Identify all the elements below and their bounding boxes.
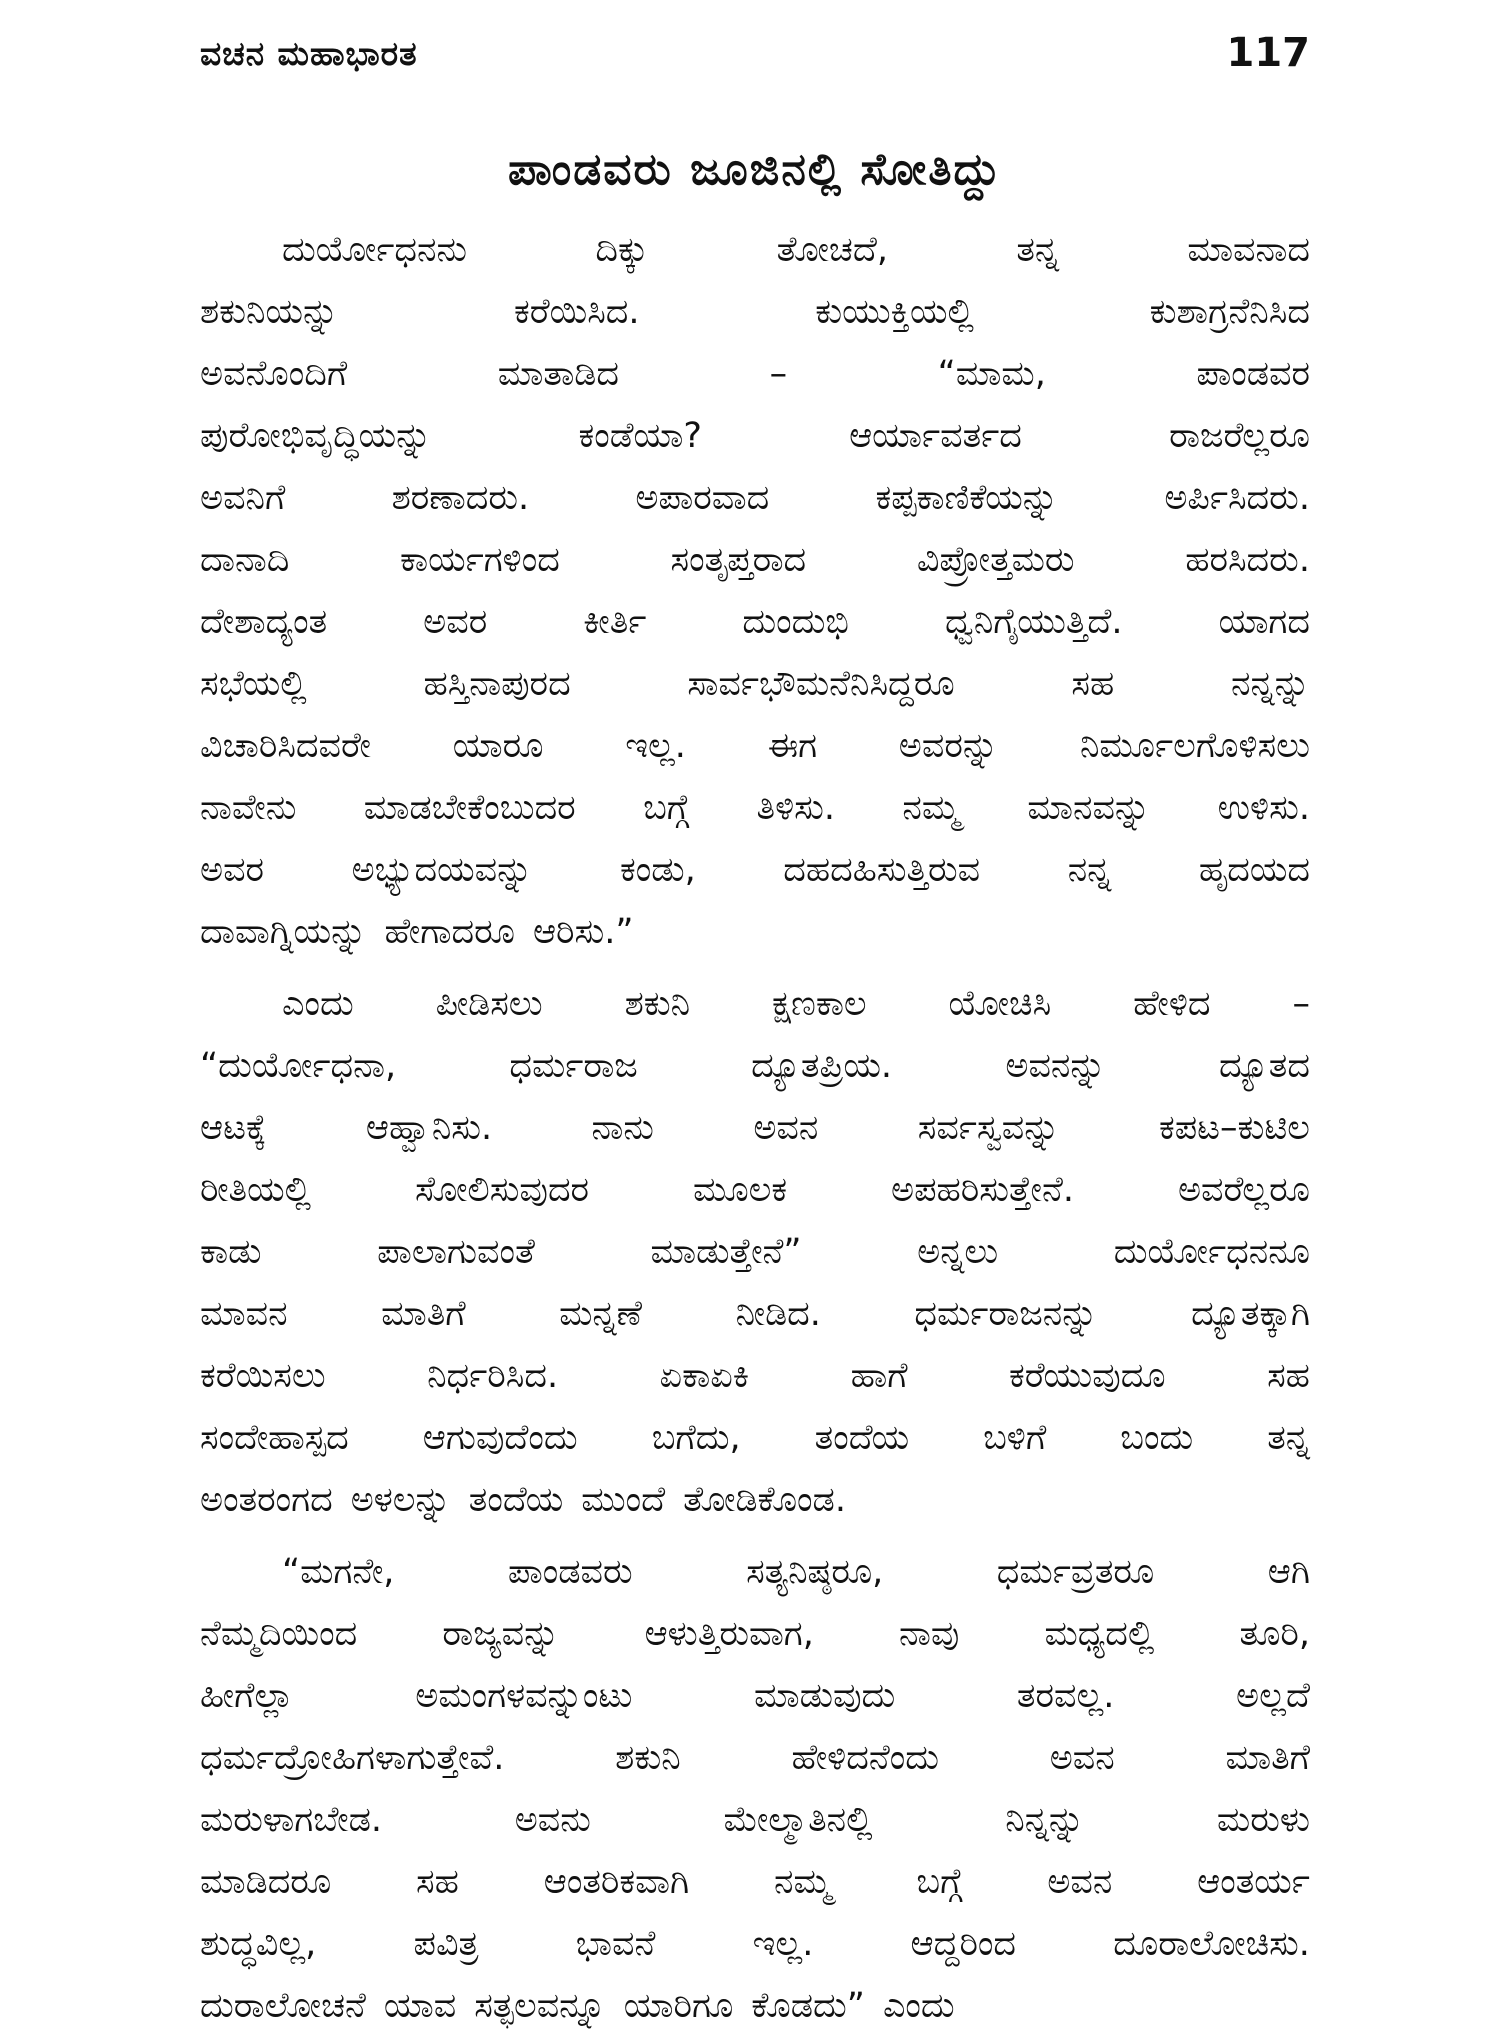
word: ಕರೆಯಿಸಿದ.: [513, 292, 640, 332]
word: ಸಾರ್ವಭೌಮನೆನಿಸಿದ್ದರೂ: [687, 664, 955, 704]
text-line: [200, 343, 1310, 405]
word: ಪುರೋಭಿವೃದ್ಧಿಯನ್ನು: [200, 416, 432, 456]
word: ಅಲ್ಲದೆ: [1236, 1676, 1310, 1716]
word: ಬಗ್ಗೆ: [643, 788, 690, 828]
word: ರಾಜ್ಯವನ್ನು: [442, 1614, 560, 1654]
word: ಮಧ್ಯದಲ್ಲಿ: [1044, 1614, 1155, 1654]
text-line: [200, 1789, 1310, 1851]
word: ದ್ಯೂತದ: [1219, 1046, 1310, 1086]
word: ಅನ್ನಲು: [917, 1232, 999, 1272]
word: ಮೇಲ್ಮಾತಿನಲ್ಲಿ: [723, 1800, 873, 1840]
word: ನೆಮ್ಮದಿಯಿಂದ: [200, 1614, 358, 1654]
word: ಅವನ: [1049, 1738, 1115, 1778]
word: ತೋಚದೆ,: [776, 230, 888, 270]
word: ಕುಶಾಗ್ರನೆನಿಸಿದ: [1149, 292, 1310, 332]
word: ಸಹ: [1071, 664, 1115, 704]
paragraph: [200, 219, 1310, 963]
word: ಉಳಿಸು.: [1217, 788, 1310, 828]
word: ಶಕುನಿ: [615, 1738, 681, 1778]
word: ಆರಿಸು.”: [532, 912, 634, 952]
word: ದುರಾಲೋಚನೆ: [200, 1986, 366, 2026]
text-line: [200, 219, 1310, 281]
word: ಧರ್ಮರಾಜ: [509, 1046, 638, 1086]
word: ತೂರಿ,: [1239, 1614, 1310, 1654]
word: ಧ್ವನಿಗೈಯುತ್ತಿದೆ.: [944, 602, 1123, 642]
word: ಕಾರ್ಯಗಳಿಂದ: [400, 540, 560, 580]
text-line: [200, 1913, 1310, 1975]
word: ಭಾವನೆ: [575, 1924, 656, 1964]
page-number: 117: [1226, 30, 1310, 76]
word: ತಂದೆಯ: [468, 1480, 564, 1520]
running-header: [200, 20, 1310, 98]
word: ನಿನ್ನನ್ನು: [1005, 1800, 1085, 1840]
word: ಮಾಡುವುದು: [753, 1676, 896, 1716]
word: ಕುಯುಕ್ತಿಯಲ್ಲಿ: [815, 292, 974, 332]
text-line: [200, 1727, 1310, 1789]
word: ದಾವಾಗ್ನಿಯನ್ನು: [200, 912, 367, 952]
text-line: [200, 1603, 1310, 1665]
word: –: [1292, 984, 1310, 1024]
word: ತೋಡಿಕೊಂಡ.: [683, 1480, 846, 1520]
word: ವಿಚಾರಿಸಿದವರೇ: [200, 726, 371, 766]
text-line: [200, 839, 1310, 901]
text-line: [200, 467, 1310, 529]
word: ಅವನ: [753, 1108, 819, 1148]
text-line: [200, 1541, 1310, 1603]
text-line: [200, 715, 1310, 777]
word: ಮಾವನ: [200, 1294, 288, 1334]
word: ಆಂತರಿಕವಾಗಿ: [543, 1862, 690, 1902]
word: ಕಂಡು,: [619, 850, 696, 890]
word: ಆಗುವುದೆಂದು: [422, 1418, 578, 1458]
word: ನಮ್ಮ: [902, 788, 960, 828]
text-line: [200, 1097, 1310, 1159]
word: ಸಹ: [1267, 1356, 1310, 1396]
word: ಅಭ್ಯುದಯವನ್ನು: [351, 850, 533, 890]
word: ಇಲ್ಲ.: [752, 1924, 814, 1964]
word: ಧರ್ಮರಾಜನನ್ನು: [914, 1294, 1098, 1334]
word: ತನ್ನ: [1016, 230, 1060, 270]
word: ನೀಡಿದ.: [735, 1294, 821, 1334]
text-line: [200, 1851, 1310, 1913]
word: ಸಭೆಯಲ್ಲಿ: [200, 664, 307, 704]
word: ಪವಿತ್ರ: [413, 1924, 479, 1964]
word: ಆಳುತ್ತಿರುವಾಗ,: [644, 1614, 814, 1654]
word: ದೇಶಾದ್ಯಂತ: [200, 602, 328, 642]
word: ಈಗ: [767, 726, 818, 766]
word: ಬಗ್ಗೆ: [916, 1862, 963, 1902]
word: ಸರ್ವಸ್ವವನ್ನು: [917, 1108, 1060, 1148]
word: ತಿಳಿಸು.: [756, 788, 836, 828]
text-line: [200, 1407, 1310, 1469]
word: ಅಪಾರವಾದ: [635, 478, 770, 518]
word: ಕಂಡೆಯಾ?: [578, 416, 702, 456]
word: ನನ್ನನ್ನು: [1230, 664, 1310, 704]
text-line: [200, 777, 1310, 839]
word: ದುರ್ಯೋಧನನು: [282, 230, 468, 270]
word: ಯೋಚಿಸಿ: [948, 984, 1052, 1024]
text-line: [200, 529, 1310, 591]
word: ಧರ್ಮದ್ರೋಹಿಗಳಾಗುತ್ತೇವೆ.: [200, 1738, 505, 1778]
chapter-title: ಪಾಂಡವರು ಜೂಜಿನಲ್ಲಿ ಸೋತಿದ್ದು: [508, 144, 1002, 195]
word: ಬಂದು: [1120, 1418, 1194, 1458]
word: ಹಸ್ತಿನಾಪುರದ: [423, 664, 571, 704]
word: ಮಾಡಬೇಕೆಂಬುದರ: [363, 788, 576, 828]
word: ಆದ್ದರಿಂದ: [910, 1924, 1017, 1964]
word: ರಾಜರೆಲ್ಲರೂ: [1169, 416, 1310, 456]
word: ನನ್ನ: [1067, 850, 1112, 890]
word: ಕ್ಷಣಕಾಲ: [772, 984, 867, 1024]
word: ಅವರ: [200, 850, 265, 890]
text-line: [200, 901, 1310, 963]
word: ಶಕುನಿ: [624, 984, 691, 1024]
word: ಮಾಡಿದರೂ: [200, 1862, 332, 1902]
word: ಅಪಹರಿಸುತ್ತೇನೆ.: [891, 1170, 1074, 1210]
word: “ದುರ್ಯೋಧನಾ,: [200, 1046, 397, 1086]
word: ದಹದಹಿಸುತ್ತಿರುವ: [783, 850, 981, 890]
word: ಆರ್ಯಾವರ್ತದ: [849, 416, 1022, 456]
word: ಅಂತರಂಗದ: [200, 1480, 333, 1520]
word: ಅವನಿಗೆ: [200, 478, 286, 518]
word: ಹೇಗಾದರೂ: [384, 912, 515, 952]
word: ತರವಲ್ಲ.: [1016, 1676, 1115, 1716]
word: ಸತ್ಯನಿಷ್ಠರೂ,: [746, 1552, 884, 1592]
running-title: ವಚನ ಮಹಾಭಾರತ: [200, 34, 418, 73]
word: ನಾನು: [591, 1108, 654, 1148]
word: ಪಾಂಡವರು: [507, 1552, 633, 1592]
word: ಬಗೆದು,: [651, 1418, 741, 1458]
word: ಮಾಡುತ್ತೇನೆ”: [650, 1232, 802, 1272]
word: “ಮಗನೇ,: [282, 1552, 395, 1592]
word: –: [769, 354, 788, 394]
word: ಸಂದೇಹಾಸ್ಪದ: [200, 1418, 349, 1458]
word: ದ್ಯೂತಪ್ರಿಯ.: [751, 1046, 893, 1086]
word: ಮರುಳು: [1216, 1800, 1310, 1840]
word: ಸೋಲಿಸುವುದರ: [415, 1170, 590, 1210]
word: ಹಾಗೆ: [850, 1356, 908, 1396]
text-line: [200, 1035, 1310, 1097]
word: ದುರ್ಯೋಧನನೂ: [1113, 1232, 1310, 1272]
word: ಅವನು: [514, 1800, 591, 1840]
word: ಮೂಲಕ: [693, 1170, 788, 1210]
word: ಬಳಿಗೆ: [983, 1418, 1047, 1458]
body-text: [200, 219, 1310, 2037]
text-line: [200, 591, 1310, 653]
word: ಮನ್ನಣೆ: [559, 1294, 643, 1334]
word: ಕಪ್ಪಕಾಣಿಕೆಯನ್ನು: [875, 478, 1059, 518]
text-line: [200, 1159, 1310, 1221]
word: ಹೃದಯದ: [1198, 850, 1310, 890]
word: ಅಳಲನ್ನು: [350, 1480, 451, 1520]
word: ವಿಪ್ರೋತ್ತಮರು: [916, 540, 1075, 580]
word: ಯಾವ: [383, 1986, 457, 2026]
text-line: [200, 1469, 1310, 1531]
word: ತಂದೆಯ: [814, 1418, 910, 1458]
word: ಸಂತೃಪ್ತರಾದ: [670, 540, 807, 580]
word: ಮಾನವನ್ನು: [1027, 788, 1151, 828]
word: ಅವನನ್ನು: [1005, 1046, 1106, 1086]
word: ಪಾಲಾಗುವಂತೆ: [377, 1232, 535, 1272]
word: ಇಲ್ಲ.: [625, 726, 686, 766]
text-line: [200, 1975, 1310, 2037]
word: ಕರೆಯಿಸಲು: [200, 1356, 326, 1396]
word: ಹೀಗೆಲ್ಲಾ: [200, 1676, 294, 1716]
word: ಕೀರ್ತಿ: [583, 602, 647, 642]
text-line: [200, 1345, 1310, 1407]
word: ರೀತಿಯಲ್ಲಿ: [200, 1170, 312, 1210]
word: ನಾವೇನು: [200, 788, 297, 828]
word: ಎಂದು: [282, 984, 354, 1024]
word: ಯಾರಿಗೂ: [623, 1986, 734, 2026]
word: ಅವನೊಂದಿಗೆ: [200, 354, 348, 394]
word: ಆಗಿ: [1267, 1552, 1310, 1592]
word: ತನ್ನ: [1267, 1418, 1310, 1458]
word: ಆಹ್ವಾನಿಸು.: [365, 1108, 493, 1148]
word: ಶರಣಾದರು.: [391, 478, 530, 518]
word: ಕೊಡದು”: [751, 1986, 865, 2026]
word: ಸಹ: [416, 1862, 459, 1902]
word: ನಿರ್ಮೂಲಗೊಳಿಸಲು: [1079, 726, 1310, 766]
word: ದುಂದುಭಿ: [742, 602, 849, 642]
paragraph: [200, 1541, 1310, 2037]
text-line: [200, 973, 1310, 1035]
word: ಮರುಳಾಗಬೇಡ.: [200, 1800, 383, 1840]
word: ಯಾರೂ: [452, 726, 544, 766]
text-line: [200, 281, 1310, 343]
word: ಶಕುನಿಯನ್ನು: [200, 292, 339, 332]
word: ಮುಂದೆ: [581, 1480, 666, 1520]
word: ದಿಕ್ಕು: [595, 230, 649, 270]
text-line: [200, 1283, 1310, 1345]
word: ಅರ್ಪಿಸಿದರು.: [1164, 478, 1310, 518]
paragraph: [200, 973, 1310, 1531]
word: ಅಮಂಗಳವನ್ನುಂಟು: [415, 1676, 633, 1716]
word: ಸತ್ಫಲವನ್ನೂ: [474, 1986, 606, 2026]
text-line: [200, 653, 1310, 715]
text-line: [200, 405, 1310, 467]
word: ಆಂತರ್ಯ: [1197, 1862, 1310, 1902]
text-line: [200, 1221, 1310, 1283]
word: ದೂರಾಲೋಚಿಸು.: [1113, 1924, 1310, 1964]
word: ಅವನ: [1047, 1862, 1113, 1902]
word: ಕಪಟ–ಕುಟಿಲ: [1158, 1108, 1310, 1148]
word: “ಮಾಮ,: [937, 354, 1046, 394]
text-line: [200, 1665, 1310, 1727]
word: ದ್ಯೂತಕ್ಕಾಗಿ: [1191, 1294, 1310, 1334]
word: ಹೇಳಿದನೆಂದು: [791, 1738, 939, 1778]
word: ಕರೆಯುವುದೂ: [1009, 1356, 1166, 1396]
word: ಯಾಗದ: [1218, 602, 1310, 642]
word: ಅವರ: [423, 602, 488, 642]
word: ಮಾತಿಗೆ: [1225, 1738, 1310, 1778]
word: ಮಾತಾಡಿದ: [497, 354, 619, 394]
word: ಮಾವನಾದ: [1187, 230, 1310, 270]
book-page: [200, 20, 1310, 2026]
word: ನಿರ್ಧರಿಸಿದ.: [427, 1356, 559, 1396]
word: ಕಾಡು: [200, 1232, 262, 1272]
word: ಎಂದು: [882, 1986, 955, 2026]
word: ಅವರೆಲ್ಲರೂ: [1177, 1170, 1310, 1210]
word: ಏಕಾಏಕಿ: [659, 1356, 750, 1396]
word: ಆಟಕ್ಕೆ: [200, 1108, 267, 1148]
word: ಧರ್ಮವ್ರತರೂ: [996, 1552, 1155, 1592]
word: ಅವರನ್ನು: [898, 726, 999, 766]
word: ಪೀಡಿಸಲು: [435, 984, 543, 1024]
word: ಮಾತಿಗೆ: [381, 1294, 466, 1334]
word: ನಾವು: [899, 1614, 960, 1654]
word: ದಾನಾದಿ: [200, 540, 290, 580]
word: ನಮ್ಮ: [773, 1862, 832, 1902]
word: ಪಾಂಡವರ: [1196, 354, 1310, 394]
word: ಹರಸಿದರು.: [1185, 540, 1310, 580]
word: ಹೇಳಿದ: [1133, 984, 1211, 1024]
word: ಶುದ್ಧವಿಲ್ಲ,: [200, 1924, 317, 1964]
